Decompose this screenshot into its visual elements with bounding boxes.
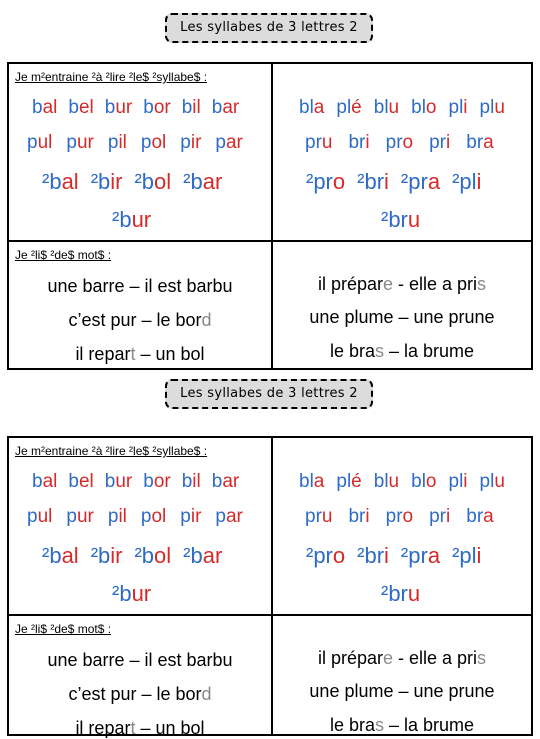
sentence: c’est pur – le bord [68,310,212,330]
train-label: Je m²entraine ²à ²lire ²le$ ²syllabe$ : [15,70,208,84]
syllable: bar [211,97,240,118]
syllable: pir [180,506,202,527]
syllable: pir [180,132,202,153]
syllable: pli [448,471,468,492]
syllable: ²bal [42,543,79,568]
syllable: ²pro [306,543,346,568]
sentence: il repart – un bol [75,718,205,738]
read-label: Je ²li$ ²de$ mot$ : [15,248,112,262]
row-divider [9,614,531,616]
sentence: il repart – un bol [75,344,205,364]
syllable: pri [429,506,451,527]
syllable: ²pra [400,169,441,194]
syllable: bor [143,97,171,118]
syllable: blu [373,97,400,118]
syllable: bil [181,471,201,492]
syllable: bel [68,97,94,118]
syllable: ²pli [452,169,482,194]
syllable-row [305,132,494,154]
syllable: ²bar [183,169,223,194]
syllable: bil [181,97,201,118]
syllable: ²bur [112,581,152,606]
syllable-row [381,581,420,607]
syllable: bra [466,132,494,153]
syllable: pru [305,506,333,527]
sentence: une plume – une prune [309,307,495,327]
sentence: une plume – une prune [309,681,495,701]
syllable: pro [385,506,414,527]
syllable: bri [348,132,370,153]
syllable: pli [448,97,468,118]
sheet-title: Les syllabes de 3 lettres 2 [165,379,373,409]
syllable: par [215,506,243,527]
syllable: ²bri [357,169,389,194]
syllable: par [215,132,243,153]
syllable: plé [336,97,362,118]
syllable: pru [305,132,333,153]
syllable: ²bir [90,169,123,194]
syllable: ²bal [42,169,79,194]
syllable: blu [373,471,400,492]
sentence: il prépare - elle a pris [317,274,487,294]
syllable-row [381,207,420,233]
syllable: plé [336,471,362,492]
sentence: une barre – il est barbu [47,650,233,670]
sentence: c’est pur – le bord [68,684,212,704]
syllable: ²bur [112,207,152,232]
syllable: bur [104,97,133,118]
syllable: ²bir [90,543,123,568]
sheet-title: Les syllabes de 3 lettres 2 [165,13,373,43]
syllable-row [112,207,151,233]
syllable: ²bri [357,543,389,568]
syllable-row [42,169,222,195]
sentence: le bras – la brume [329,341,475,361]
exercise-sheet [7,62,533,370]
row-divider [9,240,531,242]
syllable-row [32,471,239,493]
syllable: ²bru [381,581,421,606]
syllable-row [306,543,481,569]
syllable: pur [66,506,94,527]
syllable-row [299,97,505,119]
syllable: pol [140,132,167,153]
read-label: Je ²li$ ²de$ mot$ : [15,622,112,636]
syllable: bal [32,97,58,118]
syllable: bri [348,506,370,527]
syllable: bur [104,471,133,492]
sentence: le bras – la brume [329,715,475,735]
syllable: pol [140,506,167,527]
train-label: Je m²entraine ²à ²lire ²le$ ²syllabe$ : [15,444,208,458]
syllable-row [305,506,494,528]
sentence: il prépare - elle a pris [317,648,487,668]
exercise-sheet [7,436,533,736]
syllable-row [306,169,481,195]
syllable: plu [479,97,505,118]
syllable: bla [299,471,325,492]
syllable-row [27,506,243,528]
syllable-row [299,471,505,493]
syllable: ²bar [183,543,223,568]
syllable: bal [32,471,58,492]
syllable: bor [143,471,171,492]
syllable: pul [27,506,53,527]
syllable-row [27,132,243,154]
syllable-row [32,97,239,119]
syllable: pul [27,132,53,153]
syllable: ²bru [381,207,421,232]
syllable: ²bol [134,543,172,568]
syllable: bar [211,471,240,492]
syllable: pro [385,132,414,153]
syllable: blo [411,471,437,492]
syllable: ²bol [134,169,172,194]
syllable: pil [107,132,127,153]
syllable: plu [479,471,505,492]
sentence: une barre – il est barbu [47,276,233,296]
syllable: bra [466,506,494,527]
syllable: bla [299,97,325,118]
syllable: ²pra [400,543,441,568]
syllable: ²pli [452,543,482,568]
syllable: bel [68,471,94,492]
syllable-row [112,581,151,607]
syllable: blo [411,97,437,118]
syllable: pur [66,132,94,153]
syllable-row [42,543,222,569]
syllable: pil [107,506,127,527]
syllable: ²pro [306,169,346,194]
syllable: pri [429,132,451,153]
